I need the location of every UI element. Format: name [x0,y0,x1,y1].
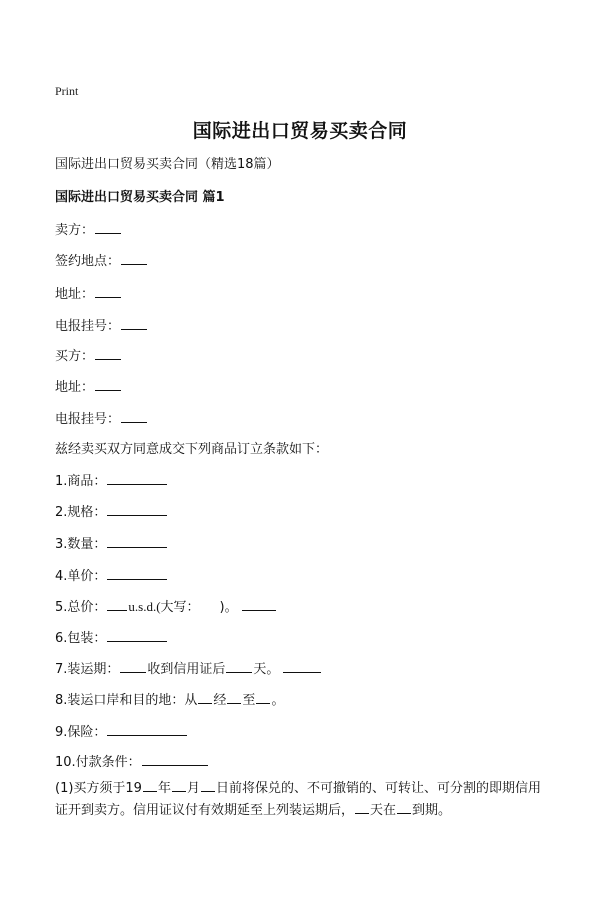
para-part-4: 日前将保兑的、不可撤销的、可转让、可分割的即期信用证开到卖方。信用证议付有效期延至上列装运期后， [55,781,542,818]
item-port [55,689,284,708]
item-total-blank-1 [107,598,127,611]
item-payment-label: 10.付款条件： [55,755,141,770]
item-shipment-blank-2 [226,660,252,673]
item-goods-blank [107,472,167,485]
item-port-label: 8.装运口岸和目的地：从 [55,693,198,708]
seller-address-label: 地址： [55,287,95,302]
print-label: Print [55,84,79,98]
item-packing [55,627,168,646]
item-port-to: 至 [242,693,256,708]
para-part-5: 天在 [370,803,397,818]
item-total-blank-2 [242,598,276,611]
item-payment-blank [142,753,208,766]
buyer-blank [95,347,121,360]
seller-label: 卖方： [55,223,95,238]
item-shipment-blank-3 [283,660,321,673]
para-part-6: 到期。 [412,803,452,818]
item-port-end: 。 [271,693,285,708]
seller-line [55,219,122,238]
seller-cable-line [55,315,148,334]
buyer-address-blank [95,378,121,391]
para-blank-month [172,779,186,792]
seller-cable-blank [121,317,147,330]
item-spec [55,501,168,520]
payment-paragraph [55,778,545,822]
item-goods [55,470,168,489]
item-insurance-blank [107,723,187,736]
item-quantity-label: 3.数量： [55,537,107,552]
item-unit-price-blank [107,567,167,580]
item-unit-price-label: 4.单价： [55,569,107,584]
sign-place-label: 签约地点： [55,254,121,269]
item-shipment [55,658,322,677]
item-goods-label: 1.商品： [55,474,107,489]
item-spec-blank [107,503,167,516]
item-port-blank-3 [256,691,270,704]
document-title: 国际进出口贸易买卖合同 [192,120,408,142]
para-part-2: 年 [157,781,171,796]
item-packing-label: 6.包装： [55,631,107,646]
item-quantity [55,533,168,552]
item-packing-blank [107,629,167,642]
para-blank-place [397,801,411,814]
para-blank-year [143,779,157,792]
seller-cable-label: 电报挂号： [55,319,121,334]
sign-place-line [55,250,148,269]
item-total-label: 5.总价： [55,600,107,615]
seller-address-blank [95,285,121,298]
buyer-cable-line [55,408,148,427]
item-port-blank-1 [198,691,212,704]
item-port-blank-2 [227,691,241,704]
buyer-label: 买方： [55,349,95,364]
buyer-cable-label: 电报挂号： [55,412,121,427]
item-spec-label: 2.规格： [55,505,107,520]
para-part-1: (1)买方须于19 [55,781,142,796]
sign-place-blank [121,252,147,265]
agreement-intro: 兹经卖买双方同意成交下列商品订立条款如下： [55,442,329,457]
para-part-3: 月 [186,781,200,796]
buyer-cable-blank [121,410,147,423]
buyer-line [55,345,122,364]
item-payment [55,751,209,770]
seller-address-line [55,283,122,302]
item-shipment-text: 收到信用证后 [147,662,226,677]
item-total-currency: u.s.d.(大写： [128,599,200,614]
item-total-price [55,596,277,615]
buyer-address-line [55,376,122,395]
buyer-address-label: 地址： [55,380,95,395]
para-blank-days [355,801,369,814]
item-shipment-days: 天。 [253,662,280,677]
para-blank-day [201,779,215,792]
section-heading: 国际进出口贸易买卖合同 篇1 [55,190,225,205]
item-quantity-blank [107,535,167,548]
document-subtitle: 国际进出口贸易买卖合同（精选18篇） [55,157,280,172]
item-total-close: )。 [219,600,238,615]
item-unit-price [55,565,168,584]
item-shipment-blank-1 [120,660,146,673]
item-shipment-label: 7.装运期： [55,662,120,677]
item-insurance [55,721,188,740]
item-port-via: 经 [213,693,227,708]
item-insurance-label: 9.保险： [55,725,107,740]
seller-blank [95,221,121,234]
